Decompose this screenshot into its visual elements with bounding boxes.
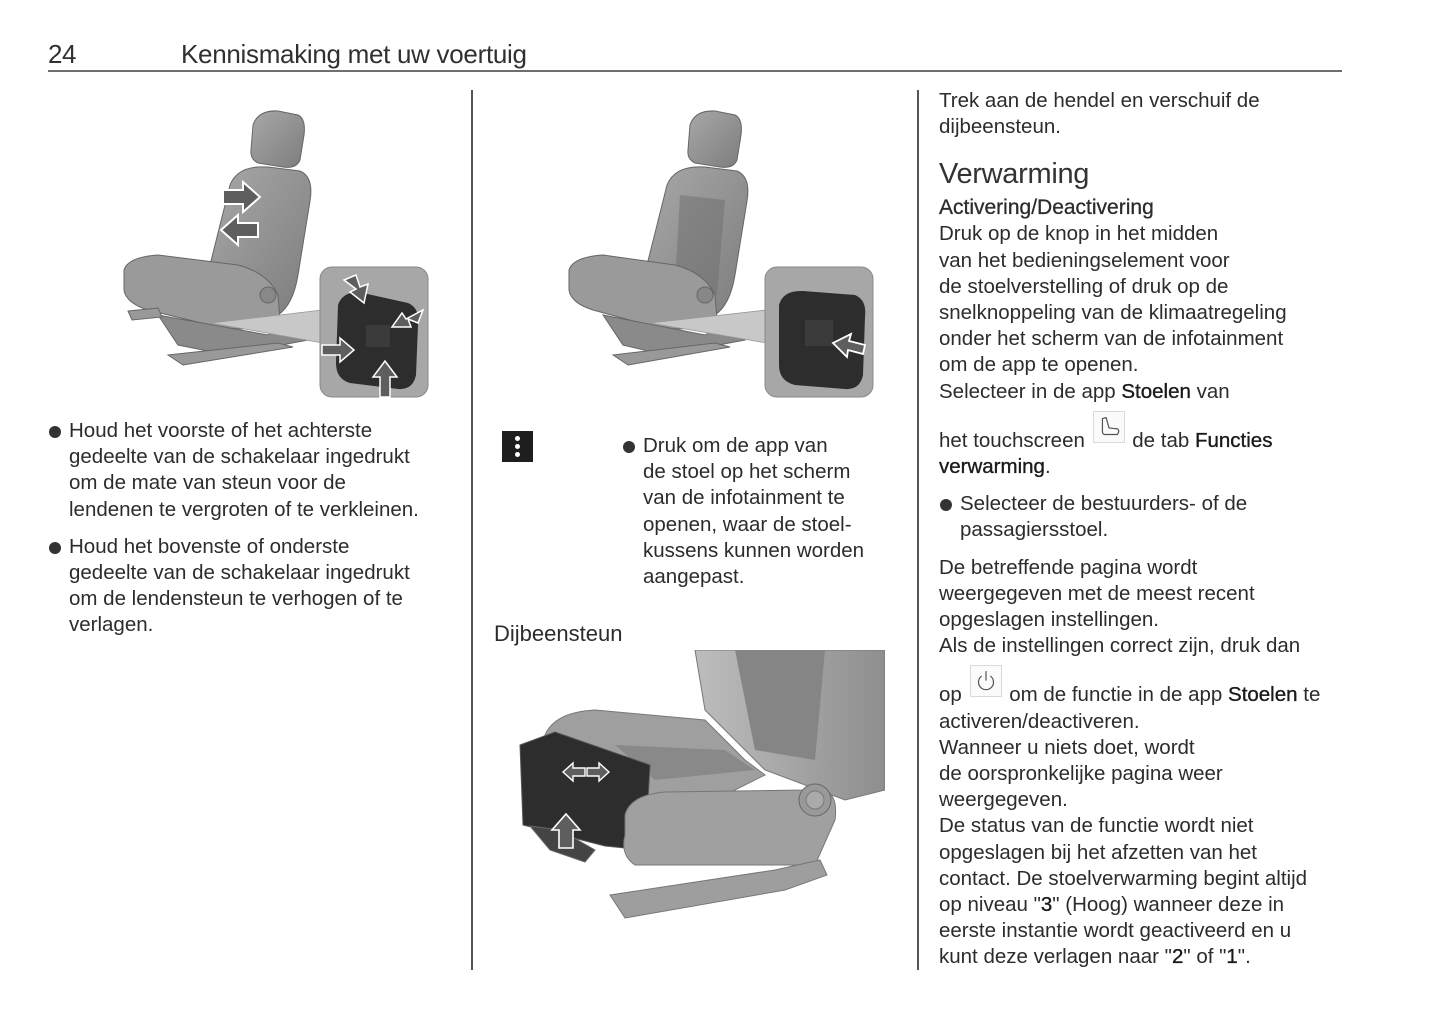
activation-paragraph: Druk op de knop in het midden van het bedieningselement voor de stoelverstelling of druk op de snelknoppeling van de klimaatregeling onder het scherm van de infotainment om de app te openen. Selecteer in de app Stoelen van het touchscreen de tab Functies verwarming. <box>939 222 1287 479</box>
app-name-stoelen-2: Stoelen <box>1228 683 1298 707</box>
list-item: Houd het bovenste of onderste gedeelte van de schakelaar ingedrukt om de lendensteun te verhogen of te verlagen. <box>48 534 458 639</box>
page-number: 24 <box>48 39 76 69</box>
seat-icon <box>1093 411 1125 443</box>
power-icon <box>970 665 1002 697</box>
thigh-support-figure <box>515 650 885 925</box>
column-divider-right <box>917 90 919 970</box>
seat-selection-list <box>939 491 1349 543</box>
section-heading-dijbeensteun: Dijbeensteun <box>494 621 623 646</box>
settings-paragraph: De betreffende pagina wordt weergegeven met de meest recent opgeslagen instellingen. Als de instellingen correct zijn, druk dan op om de functie in de app Stoelen te activeren/deactiveren. Wanneer u niets doet, wordt de oorspronkelijke pagina weer weergegeven. De status van de functie wordt niet opgeslagen bij het afzetten van het contact. De stoelverwarming begint altijd op niveau "3" (Hoog) wanneer deze in eerste instantie wordt geactiveerd en u kunt deze verlagen naar "2" of "1". <box>939 555 1321 969</box>
seat-switch-figure <box>565 105 880 400</box>
list-item: Druk om de app van de stoel op het scherm van de infotainment te openen, waar de stoel- kussens kunnen worden aangepast. <box>622 433 892 590</box>
section-heading-verwarming: Verwarming <box>939 158 1090 191</box>
intro-paragraph: Trek aan de hendel en verschuif de dijbeensteun. <box>939 89 1260 139</box>
sub-heading-activering: Activering/Deactivering <box>939 196 1154 220</box>
level-mid: 2 <box>1171 945 1184 969</box>
tab-name-verwarming: verwarming <box>939 455 1045 479</box>
chapter-title: Kennismaking met uw voertuig <box>181 39 527 69</box>
left-column-text <box>48 418 458 639</box>
level-low: 1 <box>1226 945 1238 969</box>
tab-name-functies: Functies <box>1194 428 1273 452</box>
list-item: Selecteer de bestuurders- of de passagiersstoel. <box>939 491 1349 543</box>
right-column-text <box>939 88 1349 971</box>
vertical-ellipsis-icon <box>502 431 533 462</box>
level-high: 3 <box>1040 893 1053 917</box>
app-name-stoelen: Stoelen <box>1121 379 1191 403</box>
middle-column-text <box>622 433 892 590</box>
lumbar-support-figure <box>118 105 458 400</box>
page-header <box>48 38 1342 72</box>
column-divider-left <box>471 90 473 970</box>
list-item: Houd het voorste of het achterste gedeelte van de schakelaar ingedrukt om de mate van steun voor de lendenen te vergroten of te verkleinen. <box>48 418 458 523</box>
